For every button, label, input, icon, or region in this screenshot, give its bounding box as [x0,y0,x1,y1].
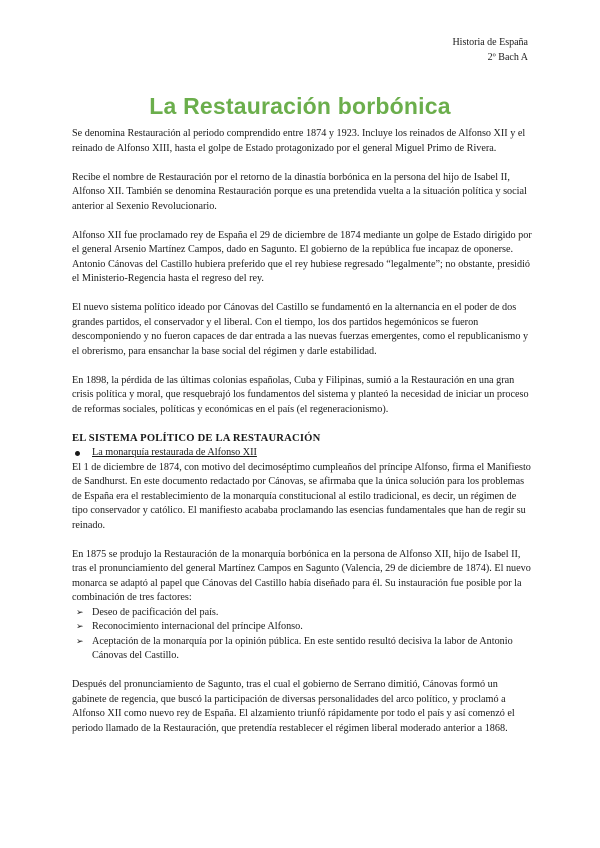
section-paragraph-3: Después del pronunciamiento de Sagunto, tras el cual el gobierno de Serrano dimitió, Cánovas formó un gabinete de regencia, que buscó la participación de diversas personalidades del arco político, y proclamó a Alfonso XII como nuevo rey de España. El alzamiento triunfó rápidamente por todo el país y así comenzó el periodo llamado de la Restauración, que pretendía restablecer el régimen liberal moderado anterior a 1868. [72,679,515,734]
intro-paragraph-5: En 1898, la pérdida de las últimas colonias españolas, Cuba y Filipinas, sumió a la Restauración en una gran crisis política y moral, que resquebrajó los fundamentos del sistema y planteó la necesidad de iniciar un proceso de reformas sociales, políticas y económicas en el país (el regeneracionismo). [72,374,529,415]
filled-circle-icon [75,451,80,456]
document-title: La Restauración borbónica [149,93,451,119]
list-item [72,635,532,664]
header-course: 2º Bach A [487,52,528,63]
subsection-title: La monarquía restaurada de Alfonso XII [92,447,257,458]
intro-paragraph-3: Alfonso XII fue proclamado rey de España el 29 de diciembre de 1874 mediante un golpe de Estado dirigido por el general Arsenio Martínez Campos, dado en Sagunto. El gobierno de la república fue incapaz de oponerse. Antonio Cánovas del Castillo hubiera preferido que el rey hubiese regresado “legalmente”; no obstante, presidió el Ministerio-Regencia hasta el regreso del rey. [72,229,532,284]
intro-paragraph-1: Se denomina Restauración al periodo comprendido entre 1874 y 1923. Incluye los reinados de Alfonso XII y el reinado de Alfonso XIII, hasta el golpe de Estado protagonizado por el general Miguel Primo de Rivera. [72,128,526,154]
list-item [72,606,532,621]
arrowhead-icon: ➢ [76,622,84,632]
document-body [72,127,532,751]
subsection-bullet [72,446,532,461]
intro-paragraph-4: El nuevo sistema político ideado por Cánovas del Castillo se fundamentó en la alternancia en el poder de dos grandes partidos, el conservador y el liberal. Con el tiempo, los dos partidos hegemónicos se fueron descomponiendo y no fueron capaces de dar entrada a las nuevas fuerzas emergentes, como el republicanismo y el obrerismo, para ensanchar la base social del régimen y darle estabilidad. [72,302,529,357]
factor-text: Reconocimiento internacional del príncipe Alfonso. [92,621,303,632]
header-subject: Historia de España [452,37,528,48]
section-heading: EL SISTEMA POLÍTICO DE LA RESTAURACIÓN [72,432,321,444]
intro-paragraph-2: Recibe el nombre de Restauración por el retorno de la dinastía borbónica en la persona del hijo de Isabel II, Alfonso XII. También se denomina Restauración porque es una pretendida vuelta a la situación política y social anterior al Sexenio Revolucionario. [72,171,527,212]
arrowhead-icon: ➢ [76,636,84,647]
section-paragraph-2: En 1875 se produjo la Restauración de la monarquía borbónica en la persona de Alfonso XII, hijo de Isabel II, tras el pronunciamiento del general Martínez Campos en Sagunto (Valencia, 29 de diciembre de 1874). El nuevo monarca se adaptó al papel que Cánovas del Castillo había diseñado para él. Su instauración fue posible por la combinación de tres factores: [72,548,531,603]
factor-text: Deseo de pacificación del país. [92,606,219,618]
list-item [72,620,532,635]
arrowhead-icon: ➢ [76,607,84,618]
section-paragraph-1: El 1 de diciembre de 1874, con motivo del decimoséptimo cumpleaños del príncipe Alfonso, firma el Manifiesto de Sandhurst. En este documento redactado por Cánovas, se afirmaba que la única solución para los problemas de España era el restablecimiento de la monarquía constitucional al estilo tradicional, es decir, un régimen de tipo conservador y católico. El manifiesto acababa proclamando las esencias fundamentales que han de regir su reinado. [72,461,531,531]
factor-text: Aceptación de la monarquía por la opinión pública. En este sentido resultó decisiva la labor de Antonio Cánovas del Castillo. [92,635,513,661]
page-header [452,35,528,65]
factor-list [72,606,532,664]
